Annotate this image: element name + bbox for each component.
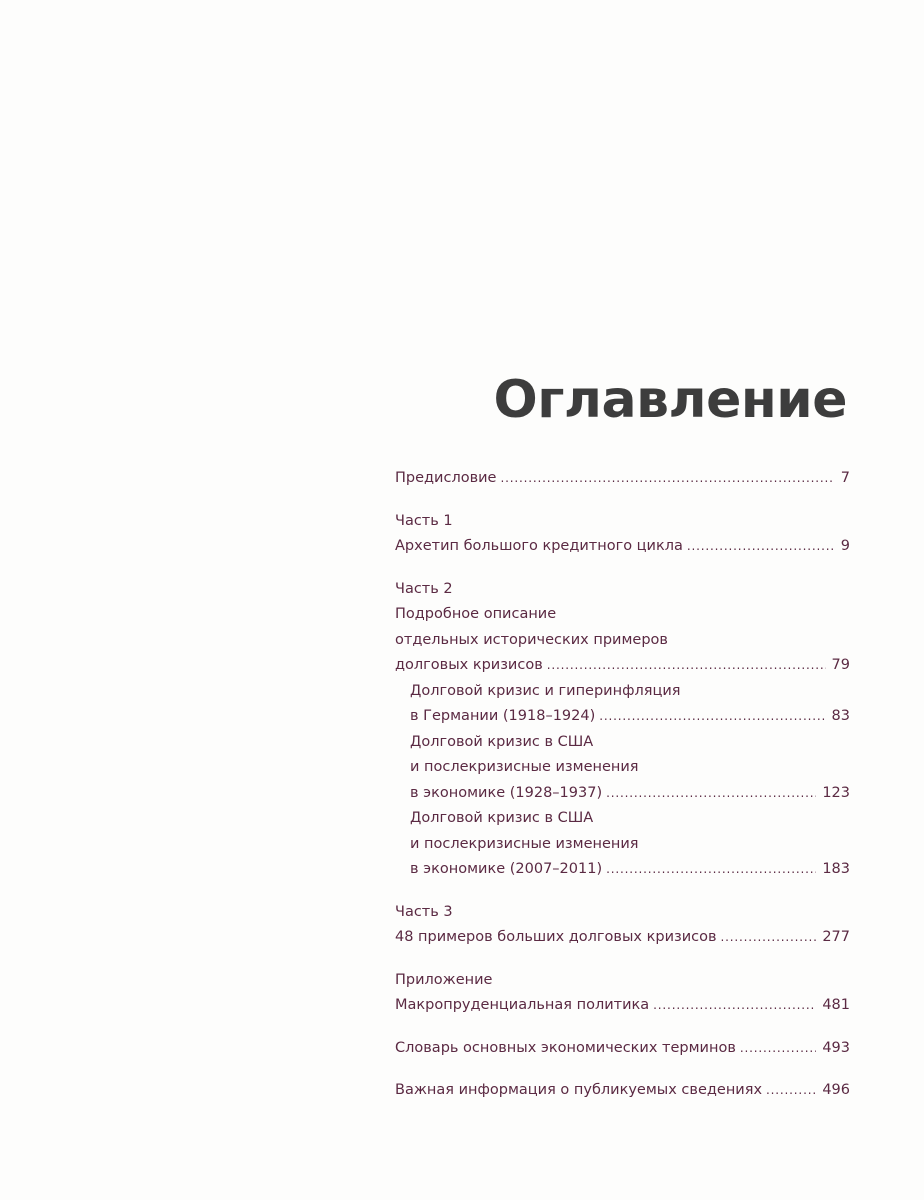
page-number: 496	[822, 1082, 850, 1098]
page-number: 83	[831, 708, 850, 724]
subentry-title-line: в экономике (1928–1937)	[410, 784, 603, 801]
subentry-title-line: в Германии (1918–1924)	[410, 708, 596, 724]
leader-dots	[687, 534, 835, 560]
toc-entry-part3[interactable]	[395, 900, 850, 951]
entry-title: Макропруденциальная политика	[395, 997, 650, 1013]
subentry-title-line: в экономике (2007–2011)	[410, 861, 603, 877]
toc-entry-preface[interactable]	[395, 466, 850, 492]
part-label: Часть 2	[395, 580, 453, 597]
page-number: 481	[822, 997, 850, 1013]
leader-dots	[653, 993, 816, 1019]
entry-title: Важная информация о публикуемых сведениях	[395, 1082, 763, 1098]
leader-dots	[599, 704, 825, 730]
toc-entry-part2[interactable]	[395, 577, 850, 883]
entry-title: Словарь основных экономических терминов	[395, 1039, 736, 1056]
subentry-title-line: и послекризисные изменения	[410, 835, 639, 852]
subentry-title-line: Долговой кризис в США	[410, 733, 594, 750]
entry-title: 48 примеров больших долговых кризисов	[395, 929, 717, 945]
page-number: 9	[840, 538, 850, 554]
leader-dots	[500, 466, 834, 492]
toc-entry-appendix[interactable]	[395, 968, 850, 1019]
part-label: Часть 1	[395, 512, 453, 529]
subentry-title-line: Долговой кризис в США	[410, 810, 594, 826]
entry-title-line: долговых кризисов	[395, 657, 543, 673]
page-number: 183	[822, 861, 850, 877]
toc-entry-glossary[interactable]	[395, 1036, 850, 1062]
leader-dots	[547, 653, 826, 679]
toc-subentry-usa-1928[interactable]	[395, 730, 850, 807]
part-label: Приложение	[395, 971, 493, 988]
page-number: 7	[840, 470, 850, 486]
subentry-title-line: и послекризисные изменения	[410, 759, 639, 775]
table-of-contents	[395, 466, 850, 1121]
leader-dots	[740, 1036, 816, 1062]
page-number: 123	[822, 784, 850, 801]
leader-dots	[766, 1078, 816, 1104]
page-number: 493	[822, 1039, 850, 1056]
page-number: 277	[822, 929, 850, 945]
part-label: Часть 3	[395, 903, 453, 920]
toc-subentry-usa-2007[interactable]	[395, 806, 850, 883]
leader-dots	[606, 781, 816, 807]
page-number: 79	[831, 657, 850, 673]
entry-title-line: Подробное описание	[395, 606, 557, 622]
entry-title: Предисловие	[395, 470, 497, 486]
toc-entry-part1[interactable]	[395, 509, 850, 560]
entry-title: Архетип большого кредитного цикла	[395, 538, 683, 554]
leader-dots	[606, 857, 816, 883]
leader-dots	[721, 925, 817, 951]
toc-subentry-germany[interactable]	[395, 679, 850, 730]
entry-title-line: отдельных исторических примеров	[395, 631, 668, 648]
page-title: Оглавление	[493, 370, 847, 430]
toc-entry-disclosure[interactable]	[395, 1078, 850, 1104]
subentry-title-line: Долговой кризис и гиперинфляция	[410, 682, 681, 699]
